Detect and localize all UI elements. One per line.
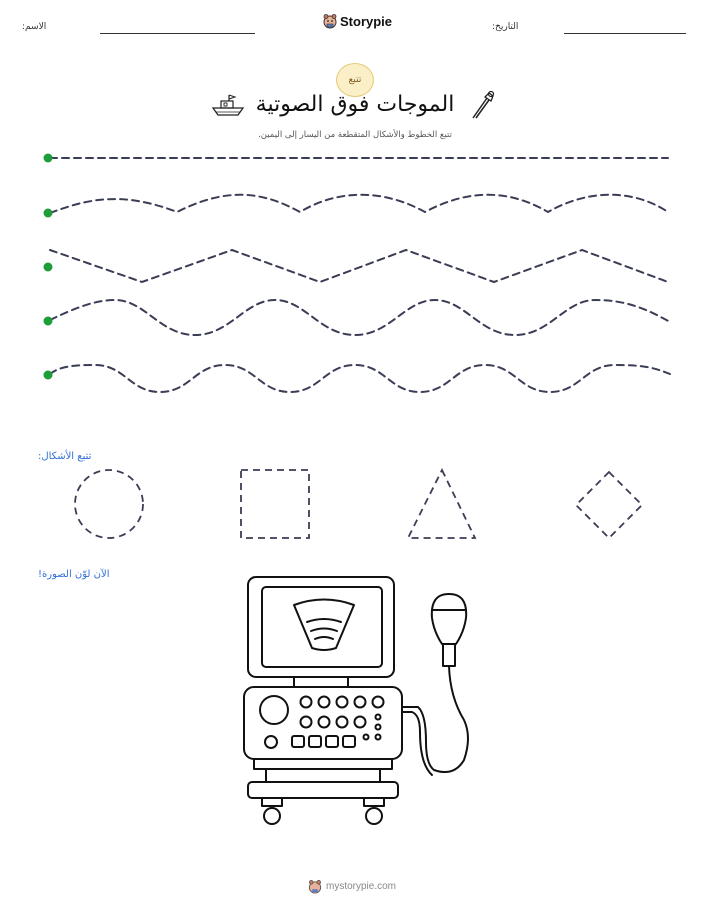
start-dot — [44, 154, 53, 163]
trace-triangle[interactable] — [408, 470, 475, 538]
trace-lines — [0, 140, 709, 400]
start-dot — [44, 371, 53, 380]
date-label: التاريخ: — [492, 22, 519, 32]
trace-line-deep-wave[interactable] — [50, 365, 670, 392]
footer-logo — [308, 879, 322, 898]
coloring-heading: الآن لوّن الصورة! — [38, 569, 110, 580]
storypie-logo-icon — [323, 13, 337, 29]
trace-shapes — [60, 462, 660, 552]
activity-badge: تتبع — [336, 63, 374, 97]
shapes-heading: تتبع الأشكال: — [38, 451, 92, 462]
name-underline[interactable] — [100, 33, 255, 34]
storypie-logo-icon — [308, 879, 322, 894]
instructions: تتبع الخطوط والأشكال المتقطعة من اليسار إلى اليمين. — [258, 130, 452, 140]
ultrasound-machine-illustration[interactable] — [236, 572, 476, 832]
boat-icon — [211, 92, 245, 118]
start-dot — [44, 209, 53, 218]
start-dot — [44, 317, 53, 326]
brand-logo — [323, 13, 392, 29]
trace-line-gentle-wave[interactable] — [50, 195, 668, 213]
trace-line-zigzag[interactable] — [50, 250, 668, 282]
date-underline[interactable] — [564, 33, 686, 34]
name-label: الاسم: — [22, 22, 47, 32]
trace-line-wave[interactable] — [50, 300, 670, 335]
page-title: الموجات فوق الصوتية — [255, 92, 455, 117]
footer-url[interactable]: mystorypie.com — [326, 881, 397, 892]
pen-icon — [470, 90, 496, 120]
start-dot — [44, 263, 53, 272]
trace-circle[interactable] — [75, 470, 143, 538]
brand-name: Storypie — [340, 13, 393, 29]
trace-diamond[interactable] — [576, 472, 642, 538]
trace-square[interactable] — [241, 470, 309, 538]
